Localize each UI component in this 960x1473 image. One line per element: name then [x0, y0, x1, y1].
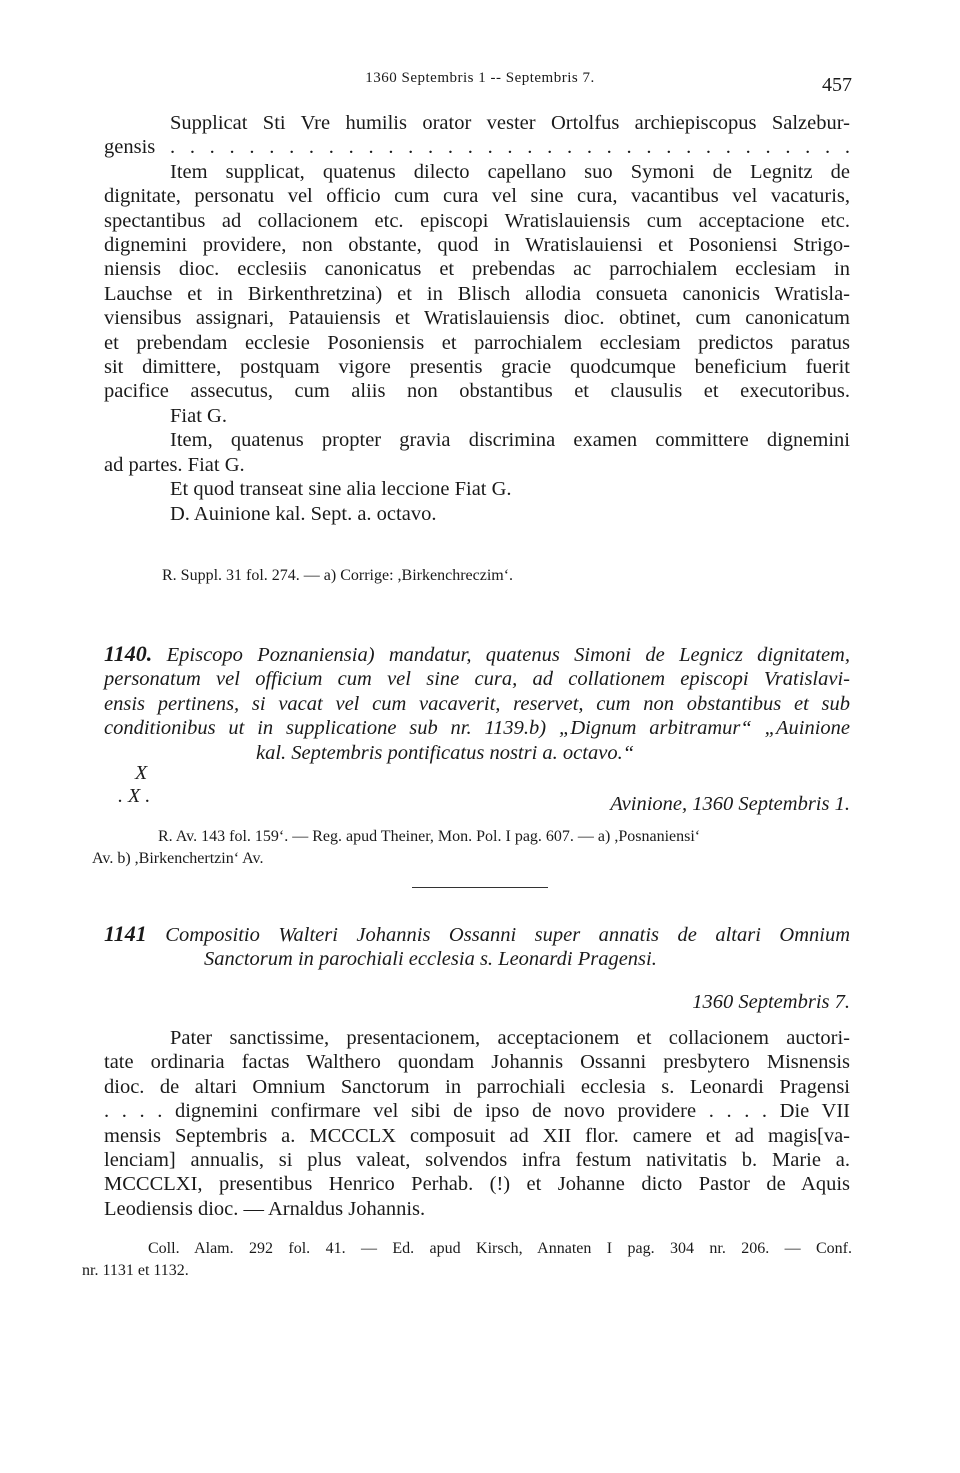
note-line: nr. 1131 et 1132. [82, 1262, 189, 1279]
text-line: spectantibus ad collacionem etc. episcopi Wratislauiensis cum acceptacione etc. [104, 209, 850, 232]
margin-mark: X [135, 762, 148, 784]
text-line: D. Auinione kal. Sept. a. octavo. [170, 502, 437, 525]
entry-number: 1140. [104, 641, 153, 666]
text-line: . . . . dignemini confirmare vel sibi de ipso de novo providere . . . . Die VII [104, 1100, 850, 1123]
entry-text: Episcopo Poznaniensia) mandatur, quatenus Simoni de Legnicz dignitatem, [166, 644, 850, 666]
entry-1140-note [92, 826, 852, 870]
entry-1140 [104, 642, 850, 765]
text-line: Leodiensis dioc. — Arnaldus Johannis. [104, 1197, 426, 1220]
text-line: ad partes. Fiat G. [104, 453, 245, 476]
entry-1141-date-block [104, 990, 850, 1014]
text-line: niensis dioc. ecclesiis canonicatus et prebendas ac parrochialem ecclesiam in [104, 258, 850, 281]
text-line: dignitate, personatu vel officio cum cura vel sine cura, vacantibus vel vacaturis, [104, 185, 850, 208]
text-line: Supplicat Sti Vre humilis orator vester Ortolfus archiepiscopus Salzebur- [170, 112, 850, 134]
entry-line: ensis pertinens, si vacat vel cum vacaverit, reservet, cum non obstantibus et sub [104, 692, 850, 715]
note-line: Coll. Alam. 292 fol. 41. — Ed. apud Kirsch, Annaten I pag. 304 nr. 206. — Conf. [148, 1240, 852, 1257]
entry-line [104, 642, 850, 667]
note-line: Av. b) ,Birkenchertzin‘ Av. [92, 850, 264, 867]
supplication-text [104, 111, 850, 526]
text-line: Lauchse et in Birkenthretzina) et in Blisch allodia consueta canonicis Wratisla- [104, 282, 850, 305]
entry-line [104, 922, 850, 947]
entry-title: Compositio Walteri Johannis Ossanni super annatis de altari Omnium [165, 924, 851, 946]
entry-line: conditionibus ut in supplicatione sub nr. 1139.b) „Dignum arbitramur“ „Auinione [104, 717, 850, 740]
text-line: lenciam] annualis, si plus valeat, solvendos infra festum nativitatis b. Marie a. [104, 1149, 850, 1172]
entry-date: Avinione, 1360 Septembris 1. [610, 793, 850, 815]
entry-line: kal. Septembris pontificatus nostri a. octavo.“ [256, 741, 635, 764]
text-line: sit dimittere, postquam vigore presentis gracie quodcumque beneficium fuerit [104, 356, 850, 379]
running-title: 1360 Septembris 1 -- Septembris 7. [365, 70, 595, 86]
text-line: Et quod transeat sine alia leccione Fiat G. [170, 478, 512, 501]
text-line: MCCCLXI, presentibus Henrico Perhab. (!) et Johanne dicto Pastor de Aquis [104, 1173, 850, 1196]
text-line: pacifice assecutus, cum aliis non obstantibus et clausulis et executoribus. [104, 380, 850, 403]
text-line: Fiat G. [170, 404, 227, 427]
page-number: 457 [822, 74, 852, 96]
entry-title: Sanctorum in parochiali ecclesia s. Leonardi Pragensi. [204, 948, 657, 971]
text-line: dioc. de altari Omnium Sanctorum in parrochiali ecclesia s. Leonardi Pragensi [104, 1075, 850, 1098]
note-line: R. Av. 143 fol. 159‘. — Reg. apud Theiner, Mon. Pol. I pag. 607. — a) ,Posnaniensi‘ [158, 828, 701, 845]
text-line: mensis Septembris a. MCCCLX composuit ad XII flor. camere et ad magis[va- [104, 1124, 850, 1147]
entry-date: 1360 Septembris 7. [692, 991, 850, 1013]
entry-1141-text [104, 1026, 850, 1221]
entry-1140-date-block [104, 792, 850, 816]
margin-mark: . X . [118, 785, 151, 807]
entry-number: 1141 [104, 921, 147, 946]
entry-line: personatum vel officium cum vel sine cura, ad collationem episcopi Vratislavi- [104, 668, 850, 691]
text-line: Item, quatenus propter gravia discrimina examen committere dignemini [170, 429, 850, 452]
text-line: dignemini providere, non obstante, quod in Wratislauiensi et Posoniensi Strigo- [104, 234, 850, 257]
text-line: gensis . . . . . . . . . . . . . . . . . . . . . . . . . . . . . . . . . . . [104, 136, 850, 159]
text-line: Item supplicat, quatenus dilecto capellano suo Symoni de Legnitz de [170, 160, 850, 183]
text-line: Pater sanctissime, presentacionem, acceptacionem et collacionem auctori- [170, 1027, 850, 1049]
section-divider [412, 887, 548, 888]
text-line: et prebendam ecclesie Posoniensis et parrochialem ecclesiam predictos paratus [104, 331, 850, 354]
note-line: R. Suppl. 31 fol. 274. — a) Corrige: ,Birkenchreczim‘. [162, 567, 514, 584]
text-line: viensibus assignari, Patauiensis et Wratislauiensis dioc. obtinet, cum canonicatum [104, 307, 850, 330]
entry-1141 [104, 922, 850, 972]
entry-1141-note [82, 1238, 852, 1282]
text-line: tate ordinaria factas Walthero quondam Johannis Ossanni presbytero Misnensis [104, 1051, 850, 1074]
supplication-note [162, 565, 662, 587]
